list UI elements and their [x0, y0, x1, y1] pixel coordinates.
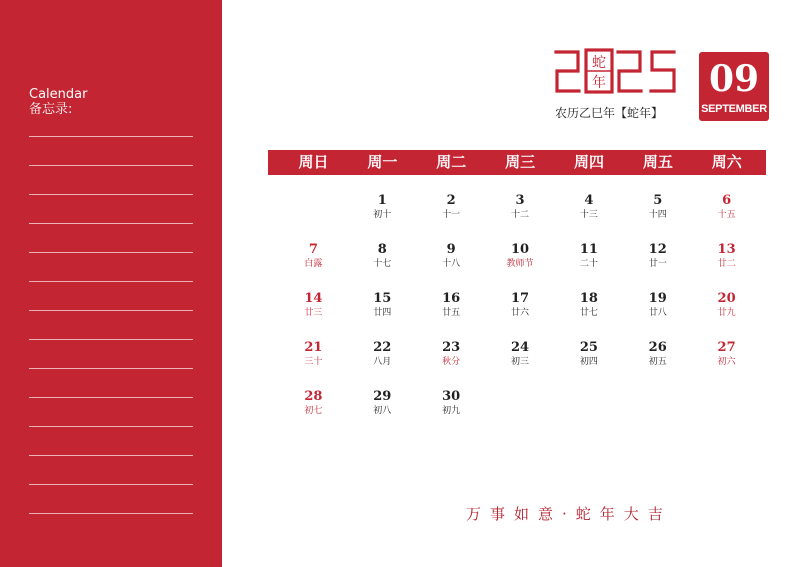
day-number: 29	[373, 389, 392, 404]
calendar-grid	[279, 193, 761, 438]
logo-digit-2	[556, 52, 579, 91]
day-number: 20	[717, 291, 736, 306]
day-number: 28	[304, 389, 323, 404]
lunar-date: 三十	[304, 357, 323, 367]
day-number: 27	[717, 340, 736, 355]
memo-line	[29, 397, 193, 398]
day-number: 16	[442, 291, 461, 306]
day-cell	[279, 291, 348, 340]
lunar-date: 二十	[579, 259, 598, 269]
weekday-fri: 周五	[642, 153, 673, 171]
lunar-date: 廿五	[442, 308, 461, 318]
lunar-date: 初九	[442, 406, 461, 416]
memo-line	[29, 310, 193, 311]
day-number: 17	[510, 291, 530, 306]
weekday-sat: 周六	[711, 153, 742, 171]
memo-line	[29, 194, 193, 195]
lunar-date: 教师节	[506, 259, 534, 269]
day-cell	[623, 193, 692, 242]
day-cell	[554, 291, 623, 340]
day-cell	[279, 340, 348, 389]
day-number: 18	[579, 291, 598, 306]
memo-title-zh: 备忘录:	[29, 102, 73, 117]
day-number: 22	[373, 340, 392, 355]
day-cell	[486, 193, 555, 242]
lunar-date: 十七	[373, 259, 392, 269]
logo-digit-5	[651, 52, 674, 91]
day-cell	[417, 389, 486, 438]
day-cell	[692, 340, 761, 389]
lunar-date: 初三	[511, 357, 530, 367]
day-cell	[348, 340, 417, 389]
lunar-date: 廿二	[717, 259, 736, 269]
day-number: 30	[442, 389, 461, 404]
day-number: 3	[515, 193, 525, 208]
weekday-thu: 周四	[574, 153, 605, 171]
lunar-date: 八月	[373, 357, 392, 367]
lunar-date: 廿七	[579, 308, 598, 318]
day-cell	[279, 389, 348, 438]
lunar-date: 初八	[373, 406, 392, 416]
memo-line	[29, 223, 193, 224]
weekday-mon: 周一	[367, 153, 398, 171]
lunar-date: 廿九	[717, 308, 736, 318]
blessing-text: 万事如意·蛇年大吉	[466, 505, 672, 523]
memo-title	[29, 87, 87, 117]
week-row	[279, 389, 761, 438]
weekday-sun: 周日	[298, 153, 329, 171]
month-number: 09	[708, 58, 760, 100]
day-cell	[417, 340, 486, 389]
day-number: 23	[442, 340, 461, 355]
week-row	[279, 193, 761, 242]
lunar-date: 廿八	[648, 308, 667, 318]
memo-line	[29, 281, 193, 282]
day-number: 25	[579, 340, 598, 355]
empty-day-cell	[623, 389, 692, 438]
day-cell	[623, 242, 692, 291]
day-number: 5	[653, 193, 663, 208]
memo-title-en: Calendar	[29, 87, 88, 102]
lunar-date: 十二	[511, 210, 530, 220]
day-cell	[692, 242, 761, 291]
day-number: 19	[648, 291, 667, 306]
month-badge	[699, 52, 769, 121]
day-number: 15	[373, 291, 392, 306]
empty-day-cell	[692, 389, 761, 438]
day-cell	[417, 242, 486, 291]
lunar-date: 十四	[648, 210, 667, 220]
day-cell	[623, 291, 692, 340]
empty-day-cell	[279, 193, 348, 242]
day-cell	[623, 340, 692, 389]
lunar-date: 初七	[304, 406, 323, 416]
week-row	[279, 291, 761, 340]
day-cell	[554, 193, 623, 242]
weekday-tue: 周二	[436, 153, 467, 171]
lunar-date: 廿六	[511, 308, 530, 318]
year-2025-logo	[553, 46, 681, 96]
lunar-year-label: 农历乙巳年【蛇年】	[555, 106, 664, 120]
day-cell	[417, 291, 486, 340]
memo-line	[29, 368, 193, 369]
lunar-date: 初五	[648, 357, 667, 367]
day-cell	[486, 340, 555, 389]
day-cell	[692, 291, 761, 340]
weekday-header	[268, 150, 766, 175]
day-number: 7	[308, 242, 318, 257]
lunar-date: 初四	[579, 357, 598, 367]
lunar-date: 初六	[717, 357, 736, 367]
day-number: 6	[722, 193, 732, 208]
day-cell	[486, 242, 555, 291]
memo-line	[29, 426, 193, 427]
day-number: 14	[304, 291, 323, 306]
weekday-wed: 周三	[505, 153, 536, 171]
memo-line	[29, 165, 193, 166]
empty-day-cell	[554, 389, 623, 438]
lunar-date: 白露	[304, 259, 323, 269]
memo-line	[29, 455, 193, 456]
day-cell	[554, 340, 623, 389]
lunar-date: 廿三	[304, 308, 323, 318]
lunar-date: 十一	[442, 210, 461, 220]
day-number: 9	[446, 242, 456, 257]
day-number: 1	[377, 193, 387, 208]
logo-digit-2b	[618, 52, 641, 91]
memo-line	[29, 513, 193, 514]
week-row	[279, 340, 761, 389]
lunar-date: 十三	[579, 210, 598, 220]
day-number: 4	[584, 193, 594, 208]
day-cell	[486, 291, 555, 340]
memo-line	[29, 484, 193, 485]
day-number: 8	[377, 242, 387, 257]
day-cell	[348, 291, 417, 340]
month-name: SEPTEMBER	[701, 103, 767, 115]
day-cell	[348, 242, 417, 291]
day-cell	[554, 242, 623, 291]
empty-day-cell	[486, 389, 555, 438]
week-row	[279, 242, 761, 291]
lunar-date: 秋分	[442, 357, 461, 367]
day-number: 2	[446, 193, 456, 208]
memo-line	[29, 339, 193, 340]
lunar-date: 初十	[373, 210, 392, 220]
day-number: 13	[717, 242, 736, 257]
day-number: 21	[304, 340, 323, 355]
memo-lines	[29, 136, 193, 542]
day-cell	[417, 193, 486, 242]
day-cell	[279, 242, 348, 291]
day-cell	[348, 193, 417, 242]
lunar-date: 十八	[442, 259, 461, 269]
logo-zodiac-char-1: 蛇	[592, 55, 606, 71]
logo-zodiac-char-2: 年	[592, 75, 606, 91]
lunar-date: 廿一	[648, 259, 667, 269]
lunar-date: 廿四	[373, 308, 392, 318]
day-number: 24	[510, 340, 530, 355]
day-cell	[348, 389, 417, 438]
day-number: 10	[510, 242, 530, 257]
memo-line	[29, 136, 193, 137]
lunar-date: 十五	[717, 210, 736, 220]
day-number: 12	[648, 242, 667, 257]
memo-line	[29, 252, 193, 253]
day-cell	[692, 193, 761, 242]
day-number: 11	[579, 242, 598, 257]
day-number: 26	[648, 340, 667, 355]
memo-sidebar	[0, 0, 222, 567]
